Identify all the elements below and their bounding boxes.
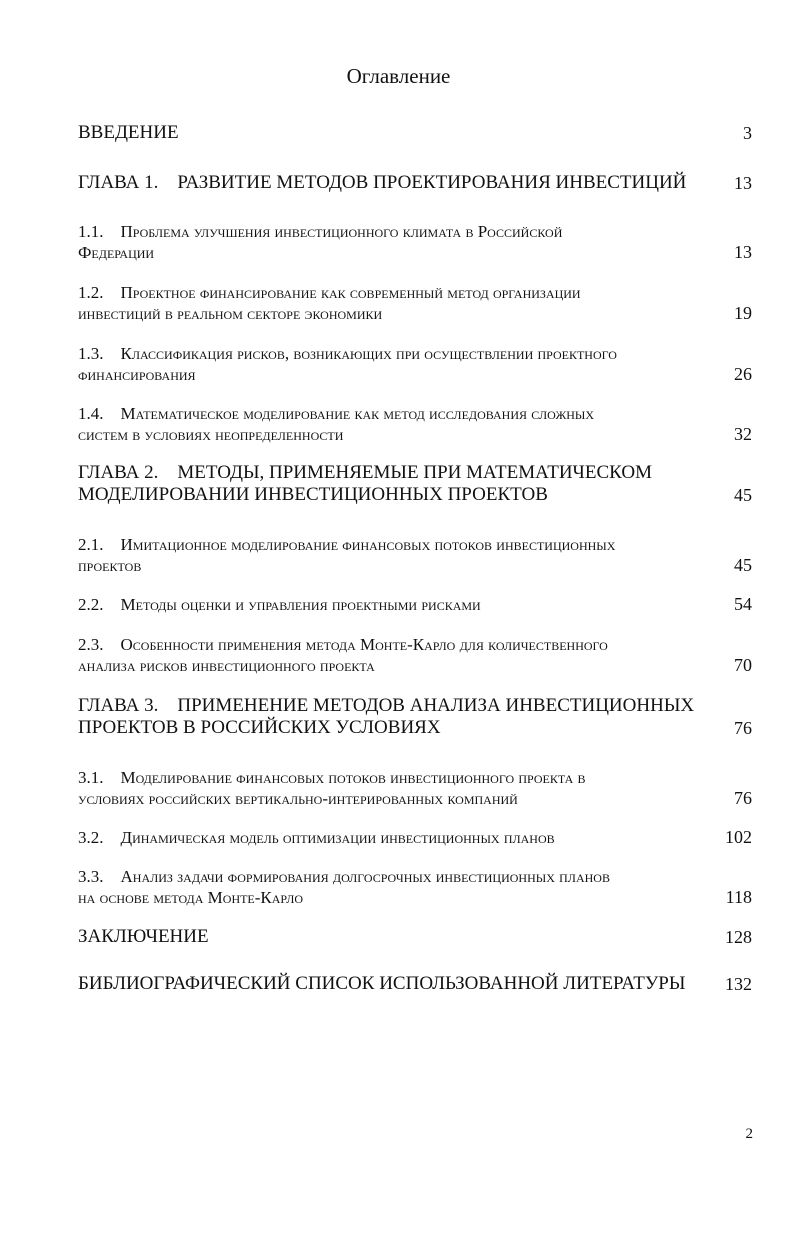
toc-entry-line1: ГЛАВА 2. МЕТОДЫ, ПРИМЕНЯЕМЫЕ ПРИ МАТЕМАТИЧЕСКОМ — [78, 462, 652, 483]
toc-entry-page: 13 — [734, 173, 752, 193]
toc-entry-label: ВВЕДЕНИЕ — [78, 122, 179, 143]
toc-entry-line1: 2.1. Имитационное моделирование финансовых потоков инвестиционных — [78, 535, 616, 554]
toc-entry-line2: инвестиций в реальном секторе экономики — [78, 304, 383, 323]
toc-entry-page: 132 — [725, 974, 752, 994]
toc-entry-3-3 — [78, 866, 752, 908]
toc-entry-page: 26 — [734, 364, 752, 384]
toc-entry-page: 45 — [734, 555, 752, 575]
toc-entry-1-4 — [78, 403, 752, 445]
toc-entry-conclusion — [78, 926, 752, 948]
page-number: 2 — [745, 1126, 753, 1142]
toc-entry-page: 128 — [725, 927, 752, 947]
toc-entry-page: 13 — [734, 242, 752, 262]
toc-entry-label: ГЛАВА 1. РАЗВИТИЕ МЕТОДОВ ПРОЕКТИРОВАНИЯ ИНВЕСТИЦИЙ — [78, 172, 687, 193]
toc-entry-3-1 — [78, 767, 752, 809]
toc-entry-line2: финансирования — [78, 365, 196, 384]
toc-entry-chapter-3 — [78, 695, 752, 739]
toc-entry-bibliography — [78, 973, 752, 995]
toc-entry-label: ЗАКЛЮЧЕНИЕ — [78, 926, 209, 947]
toc-entry-1-3 — [78, 343, 752, 385]
toc-entry-line1: 3.3. Анализ задачи формирования долгосрочных инвестиционных планов — [78, 867, 610, 886]
toc-entry-label: БИБЛИОГРАФИЧЕСКИЙ СПИСОК ИСПОЛЬЗОВАННОЙ ЛИТЕРАТУРЫ — [78, 973, 686, 994]
toc-entry-page: 76 — [734, 718, 752, 738]
toc-entry-line1: ГЛАВА 3. ПРИМЕНЕНИЕ МЕТОДОВ АНАЛИЗА ИНВЕСТИЦИОННЫХ — [78, 695, 695, 716]
toc-entry-line1: 3.1. Моделирование финансовых потоков инвестиционного проекта в — [78, 768, 586, 787]
toc-entry-line2: МОДЕЛИРОВАНИИ ИНВЕСТИЦИОННЫХ ПРОЕКТОВ — [78, 484, 548, 505]
toc-entry-line1: 1.1. Проблема улучшения инвестиционного климата в Российской — [78, 222, 563, 241]
toc-entry-2-2 — [78, 594, 752, 615]
toc-entry-line2: проектов — [78, 556, 142, 575]
toc-entry-line1: 1.3. Классификация рисков, возникающих при осуществлении проектного — [78, 344, 617, 363]
toc-entry-3-2 — [78, 827, 752, 848]
toc-entry-1-2 — [78, 282, 752, 324]
toc-entry-page: 19 — [734, 303, 752, 323]
toc-entry-page: 3 — [743, 123, 752, 143]
toc-entry-2-1 — [78, 534, 752, 576]
toc-entry-page: 45 — [734, 485, 752, 505]
toc-entry-page: 32 — [734, 424, 752, 444]
toc-entry-1-1 — [78, 221, 752, 263]
toc-entry-line2: систем в условиях неопределенности — [78, 425, 344, 444]
toc-entry-page: 118 — [725, 887, 752, 907]
toc-entry-chapter-2 — [78, 462, 752, 506]
toc-title: Оглавление — [346, 64, 451, 88]
toc-entry-page: 102 — [725, 827, 752, 847]
toc-entry-page: 76 — [734, 788, 752, 808]
toc-entry-line1: 1.2. Проектное финансирование как современный метод организации — [78, 283, 581, 302]
toc-entry-line2: на основе метода Монте-Карло — [78, 888, 304, 907]
toc-entry-label: 2.2. Методы оценки и управления проектными рисками — [78, 595, 481, 614]
toc-entry-page: 70 — [734, 655, 752, 675]
toc-entry-line2: ПРОЕКТОВ В РОССИЙСКИХ УСЛОВИЯХ — [78, 717, 441, 738]
toc-entry-line1: 1.4. Математическое моделирование как метод исследования сложных — [78, 404, 595, 423]
toc-entry-page: 54 — [734, 594, 752, 614]
toc-entry-line1: 2.3. Особенности применения метода Монте-Карло для количественного — [78, 635, 608, 654]
toc-entry-line2: условиях российских вертикально-интерированных компаний — [78, 789, 518, 808]
toc-entry-2-3 — [78, 634, 752, 676]
toc-entry-introduction — [78, 122, 752, 144]
toc-entry-line2: анализа рисков инвестиционного проекта — [78, 656, 375, 675]
toc-entry-chapter-1 — [78, 172, 752, 194]
toc-entry-label: 3.2. Динамическая модель оптимизации инвестиционных планов — [78, 828, 555, 847]
toc-entry-line2: Федерации — [78, 243, 155, 262]
